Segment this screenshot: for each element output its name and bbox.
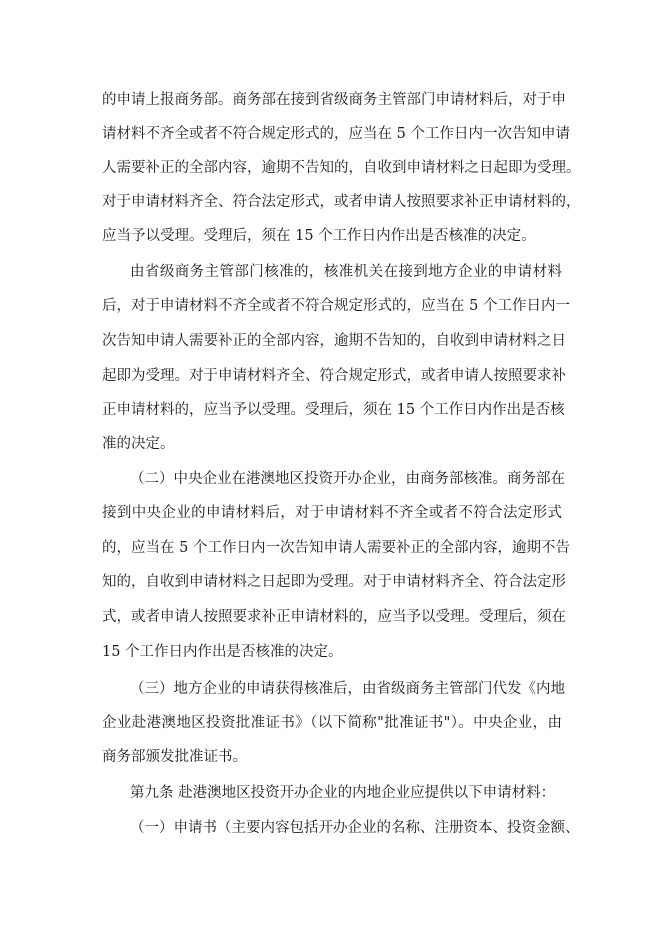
text-line: 企业赴港澳地区投资批准证书》（以下简称"批准证书"）。中央企业，由: [102, 715, 562, 731]
text-line: 式，或者申请人按照要求补正申请材料的，应当予以受理。受理后，须在: [102, 609, 566, 625]
text-line: 准的决定。: [102, 436, 175, 452]
text-line: 请材料不齐全或者不符合规定形式的，应当在 5 个工作日内一次告知申请: [102, 126, 570, 142]
text-line: 对于申请材料齐全、符合法定形式，或者申请人按照要求补正申请材料的，: [102, 194, 581, 210]
text-line: 应当予以受理。受理后，须在 15 个工作日内作出是否核准的决定。: [102, 228, 536, 244]
text-line: 第九条 赴港澳地区投资开办企业的内地企业应提供以下申请材料：: [130, 785, 556, 801]
text-line: 的申请上报商务部。商务部在接到省级商务主管部门申请材料后，对于申: [102, 92, 566, 108]
text-line: （三）地方企业的申请获得核准后，由省级商务主管部门代发《内地: [130, 681, 565, 697]
text-line: （一）申请书（主要内容包括开办企业的名称、注册资本、投资金额、: [130, 820, 580, 836]
text-line: 起即为受理。对于申请材料齐全、符合规定形式，或者申请人按照要求补: [102, 368, 566, 384]
text-line: 由省级商务主管部门核准的，核准机关在接到地方企业的申请材料: [130, 264, 562, 280]
text-line: 接到中央企业的申请材料后，对于申请材料不齐全或者不符合法定形式: [102, 505, 562, 521]
text-line: 知的，自收到申请材料之日起即为受理。对于申请材料齐全、符合法定形: [102, 574, 566, 590]
text-line: 商务部颁发批准证书。: [102, 749, 247, 765]
text-line: 正申请材料的，应当予以受理。受理后，须在 15 个工作日内作出是否核: [102, 402, 565, 418]
text-line: 次告知申请人需要补正的全部内容，逾期不告知的，自收到申请材料之日: [102, 333, 566, 349]
text-line: 后，对于申请材料不齐全或者不符合规定形式的，应当在 5 个工作日内一: [102, 298, 570, 314]
text-line: （二）中央企业在港澳地区投资开办企业，由商务部核准。商务部在: [130, 471, 565, 487]
text-line: 人需要补正的全部内容，逾期不告知的，自收到申请材料之日起即为受理。: [102, 160, 581, 176]
text-line: 15 个工作日内作出是否核准的决定。: [102, 644, 343, 660]
text-line: 的，应当在 5 个工作日内一次告知申请人需要补正的全部内容，逾期不告: [102, 540, 570, 556]
